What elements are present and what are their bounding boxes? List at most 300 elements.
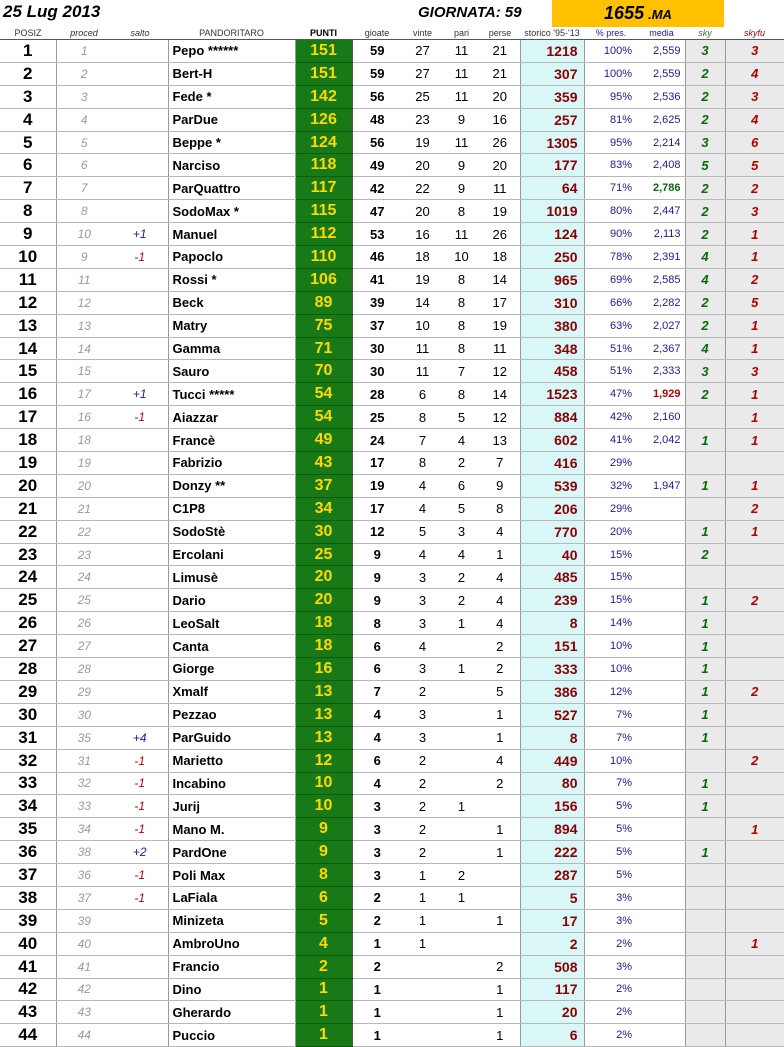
historic-cell: 117 (520, 978, 584, 1001)
col-skyfu: skyfu (725, 27, 784, 40)
player-name: Canta (168, 635, 295, 658)
change-cell (112, 360, 168, 383)
change-cell (112, 314, 168, 337)
skyfu-cell: 1 (725, 223, 784, 246)
presence-cell: 66% (584, 291, 638, 314)
sky-cell: 2 (685, 383, 725, 406)
won-cell: 19 (402, 268, 443, 291)
previous-position-cell: 34 (56, 818, 112, 841)
sky-cell (685, 452, 725, 475)
table-row (0, 406, 784, 429)
played-cell: 28 (352, 383, 402, 406)
presence-cell: 7% (584, 772, 638, 795)
previous-position-cell: 7 (56, 177, 112, 200)
draw-cell (443, 978, 480, 1001)
skyfu-cell (725, 978, 784, 1001)
historic-cell: 416 (520, 452, 584, 475)
draw-cell (443, 841, 480, 864)
won-cell: 4 (402, 543, 443, 566)
table-row (0, 314, 784, 337)
average-cell: 1,929 (638, 383, 685, 406)
lost-cell: 1 (480, 703, 520, 726)
draw-cell: 11 (443, 223, 480, 246)
presence-cell: 12% (584, 680, 638, 703)
average-cell (638, 772, 685, 795)
draw-cell: 2 (443, 452, 480, 475)
player-name: Donzy ** (168, 474, 295, 497)
sky-cell: 1 (685, 635, 725, 658)
sky-cell: 1 (685, 680, 725, 703)
draw-cell (443, 818, 480, 841)
previous-position-cell: 35 (56, 726, 112, 749)
points-cell: 118 (295, 154, 352, 177)
sky-cell: 3 (685, 131, 725, 154)
presence-cell: 10% (584, 635, 638, 658)
sky-cell (685, 749, 725, 772)
historic-cell: 5 (520, 886, 584, 909)
table-row (0, 291, 784, 314)
won-cell: 27 (402, 62, 443, 85)
average-cell (638, 886, 685, 909)
played-cell: 1 (352, 978, 402, 1001)
won-cell: 2 (402, 749, 443, 772)
lost-cell: 4 (480, 612, 520, 635)
table-row (0, 566, 784, 589)
points-cell: 151 (295, 40, 352, 63)
col-sky: sky (685, 27, 725, 40)
presence-cell: 2% (584, 1001, 638, 1024)
historic-cell: 80 (520, 772, 584, 795)
draw-cell (443, 1024, 480, 1047)
historic-cell: 8 (520, 612, 584, 635)
points-cell: 1 (295, 1024, 352, 1047)
draw-cell: 8 (443, 337, 480, 360)
draw-cell (443, 1001, 480, 1024)
skyfu-cell (725, 886, 784, 909)
draw-cell: 9 (443, 177, 480, 200)
position-cell: 37 (0, 864, 56, 887)
table-row (0, 200, 784, 223)
presence-cell: 29% (584, 452, 638, 475)
player-name: Puccio (168, 1024, 295, 1047)
sky-cell (685, 864, 725, 887)
won-cell: 3 (402, 703, 443, 726)
historic-cell: 458 (520, 360, 584, 383)
draw-cell: 7 (443, 360, 480, 383)
position-cell: 18 (0, 429, 56, 452)
played-cell: 46 (352, 246, 402, 269)
skyfu-cell: 3 (725, 85, 784, 108)
player-name: Tucci ***** (168, 383, 295, 406)
draw-cell: 11 (443, 131, 480, 154)
skyfu-cell (725, 658, 784, 681)
historic-cell: 222 (520, 841, 584, 864)
lost-cell: 1 (480, 1001, 520, 1024)
skyfu-cell: 2 (725, 680, 784, 703)
historic-cell: 894 (520, 818, 584, 841)
skyfu-cell: 3 (725, 360, 784, 383)
average-cell (638, 795, 685, 818)
draw-cell: 1 (443, 612, 480, 635)
won-cell: 8 (402, 406, 443, 429)
lost-cell (480, 932, 520, 955)
presence-cell: 15% (584, 589, 638, 612)
won-cell: 25 (402, 85, 443, 108)
skyfu-cell (725, 726, 784, 749)
draw-cell: 5 (443, 406, 480, 429)
previous-position-cell: 23 (56, 543, 112, 566)
col-perse: perse (480, 27, 520, 40)
sky-cell (685, 818, 725, 841)
skyfu-cell: 1 (725, 406, 784, 429)
player-name: LaFiala (168, 886, 295, 909)
presence-cell: 41% (584, 429, 638, 452)
sky-cell: 2 (685, 85, 725, 108)
sky-cell (685, 909, 725, 932)
historic-cell: 485 (520, 566, 584, 589)
player-name: SodoStè (168, 520, 295, 543)
presence-cell: 100% (584, 40, 638, 63)
previous-position-cell: 9 (56, 246, 112, 269)
player-name: Mano M. (168, 818, 295, 841)
lost-cell: 17 (480, 291, 520, 314)
historic-cell: 1523 (520, 383, 584, 406)
presence-cell: 2% (584, 1024, 638, 1047)
table-row (0, 452, 784, 475)
previous-position-cell: 2 (56, 62, 112, 85)
won-cell (402, 1024, 443, 1047)
won-cell: 2 (402, 841, 443, 864)
sky-cell (685, 955, 725, 978)
ma-badge (552, 0, 724, 27)
points-cell: 70 (295, 360, 352, 383)
points-cell: 12 (295, 749, 352, 772)
points-cell: 9 (295, 818, 352, 841)
draw-cell: 6 (443, 474, 480, 497)
position-cell: 40 (0, 932, 56, 955)
position-cell: 19 (0, 452, 56, 475)
previous-position-cell: 42 (56, 978, 112, 1001)
lost-cell: 1 (480, 909, 520, 932)
previous-position-cell: 43 (56, 1001, 112, 1024)
points-cell: 13 (295, 703, 352, 726)
change-cell: -1 (112, 246, 168, 269)
previous-position-cell: 12 (56, 291, 112, 314)
change-cell: -1 (112, 406, 168, 429)
historic-cell: 386 (520, 680, 584, 703)
position-cell: 16 (0, 383, 56, 406)
played-cell: 2 (352, 886, 402, 909)
played-cell: 9 (352, 589, 402, 612)
change-cell (112, 658, 168, 681)
points-cell: 25 (295, 543, 352, 566)
table-row (0, 85, 784, 108)
table-row (0, 795, 784, 818)
sky-cell: 2 (685, 108, 725, 131)
played-cell: 30 (352, 337, 402, 360)
lost-cell: 1 (480, 818, 520, 841)
played-cell: 6 (352, 658, 402, 681)
draw-cell: 11 (443, 62, 480, 85)
points-cell: 10 (295, 772, 352, 795)
header-row (0, 27, 784, 40)
average-cell: 2,391 (638, 246, 685, 269)
played-cell: 24 (352, 429, 402, 452)
played-cell: 56 (352, 131, 402, 154)
col-name: PANDORITARO (168, 27, 295, 40)
won-cell: 11 (402, 360, 443, 383)
lost-cell: 4 (480, 589, 520, 612)
position-cell: 32 (0, 749, 56, 772)
won-cell: 4 (402, 635, 443, 658)
draw-cell (443, 772, 480, 795)
position-cell: 33 (0, 772, 56, 795)
played-cell: 59 (352, 62, 402, 85)
average-cell: 2,113 (638, 223, 685, 246)
change-cell (112, 337, 168, 360)
average-cell (638, 726, 685, 749)
average-cell (638, 932, 685, 955)
won-cell: 14 (402, 291, 443, 314)
player-name: Beck (168, 291, 295, 314)
lost-cell: 1 (480, 978, 520, 1001)
col-punti: PUNTI (295, 27, 352, 40)
points-cell: 9 (295, 841, 352, 864)
table-row (0, 612, 784, 635)
skyfu-cell: 1 (725, 429, 784, 452)
points-cell: 16 (295, 658, 352, 681)
previous-position-cell: 31 (56, 749, 112, 772)
skyfu-cell: 2 (725, 589, 784, 612)
presence-cell: 80% (584, 200, 638, 223)
player-name: Narciso (168, 154, 295, 177)
won-cell: 19 (402, 131, 443, 154)
sky-cell (685, 566, 725, 589)
played-cell: 47 (352, 200, 402, 223)
table-row (0, 360, 784, 383)
presence-cell: 7% (584, 726, 638, 749)
player-name: LeoSalt (168, 612, 295, 635)
played-cell: 8 (352, 612, 402, 635)
average-cell (638, 703, 685, 726)
played-cell: 12 (352, 520, 402, 543)
won-cell: 7 (402, 429, 443, 452)
draw-cell: 11 (443, 85, 480, 108)
historic-cell: 965 (520, 268, 584, 291)
player-name: Gherardo (168, 1001, 295, 1024)
points-cell: 71 (295, 337, 352, 360)
draw-cell: 3 (443, 520, 480, 543)
skyfu-cell (725, 566, 784, 589)
played-cell: 30 (352, 360, 402, 383)
col-pari: pari (443, 27, 480, 40)
change-cell: +1 (112, 383, 168, 406)
change-cell (112, 978, 168, 1001)
table-row (0, 62, 784, 85)
played-cell: 4 (352, 772, 402, 795)
historic-cell: 124 (520, 223, 584, 246)
ma-value: 1655 (604, 3, 645, 23)
presence-cell: 5% (584, 841, 638, 864)
points-cell: 117 (295, 177, 352, 200)
ma-suffix: .MA (648, 7, 672, 22)
change-cell (112, 154, 168, 177)
skyfu-cell (725, 864, 784, 887)
won-cell: 22 (402, 177, 443, 200)
lost-cell: 11 (480, 177, 520, 200)
won-cell: 2 (402, 680, 443, 703)
lost-cell: 19 (480, 314, 520, 337)
points-cell: 54 (295, 406, 352, 429)
points-cell: 54 (295, 383, 352, 406)
historic-cell: 287 (520, 864, 584, 887)
won-cell: 16 (402, 223, 443, 246)
table-row (0, 818, 784, 841)
previous-position-cell: 15 (56, 360, 112, 383)
lost-cell (480, 886, 520, 909)
lost-cell: 4 (480, 749, 520, 772)
col-proced: proced (56, 27, 112, 40)
draw-cell: 9 (443, 108, 480, 131)
draw-cell: 2 (443, 566, 480, 589)
table-row (0, 154, 784, 177)
played-cell: 37 (352, 314, 402, 337)
lost-cell: 18 (480, 246, 520, 269)
position-cell: 26 (0, 612, 56, 635)
played-cell: 2 (352, 909, 402, 932)
skyfu-cell: 1 (725, 932, 784, 955)
presence-cell: 29% (584, 497, 638, 520)
won-cell: 2 (402, 795, 443, 818)
played-cell: 42 (352, 177, 402, 200)
table-row (0, 680, 784, 703)
position-cell: 36 (0, 841, 56, 864)
change-cell (112, 909, 168, 932)
presence-cell: 2% (584, 932, 638, 955)
points-cell: 37 (295, 474, 352, 497)
draw-cell (443, 955, 480, 978)
draw-cell: 2 (443, 864, 480, 887)
historic-cell: 6 (520, 1024, 584, 1047)
previous-position-cell: 37 (56, 886, 112, 909)
position-cell: 35 (0, 818, 56, 841)
sky-cell: 1 (685, 658, 725, 681)
won-cell: 2 (402, 772, 443, 795)
table-row (0, 886, 784, 909)
draw-cell (443, 749, 480, 772)
played-cell: 9 (352, 566, 402, 589)
change-cell (112, 200, 168, 223)
historic-cell: 177 (520, 154, 584, 177)
average-cell (638, 497, 685, 520)
previous-position-cell: 1 (56, 40, 112, 63)
change-cell: +4 (112, 726, 168, 749)
sky-cell: 1 (685, 474, 725, 497)
points-cell: 106 (295, 268, 352, 291)
won-cell: 18 (402, 246, 443, 269)
player-name: Francio (168, 955, 295, 978)
points-cell: 13 (295, 726, 352, 749)
historic-cell: 602 (520, 429, 584, 452)
table-row (0, 841, 784, 864)
historic-cell: 348 (520, 337, 584, 360)
historic-cell: 2 (520, 932, 584, 955)
lost-cell: 2 (480, 955, 520, 978)
previous-position-cell: 24 (56, 566, 112, 589)
sky-cell (685, 1001, 725, 1024)
historic-cell: 307 (520, 62, 584, 85)
points-cell: 126 (295, 108, 352, 131)
player-name: Aiazzar (168, 406, 295, 429)
lost-cell: 8 (480, 497, 520, 520)
position-cell: 4 (0, 108, 56, 131)
position-cell: 21 (0, 497, 56, 520)
won-cell: 6 (402, 383, 443, 406)
standings-table (0, 27, 784, 1047)
previous-position-cell: 44 (56, 1024, 112, 1047)
change-cell (112, 497, 168, 520)
previous-position-cell: 30 (56, 703, 112, 726)
player-name: ParDue (168, 108, 295, 131)
won-cell: 1 (402, 909, 443, 932)
won-cell: 4 (402, 474, 443, 497)
points-cell: 124 (295, 131, 352, 154)
skyfu-cell: 2 (725, 177, 784, 200)
won-cell: 11 (402, 337, 443, 360)
position-cell: 24 (0, 566, 56, 589)
historic-cell: 770 (520, 520, 584, 543)
sky-cell: 2 (685, 62, 725, 85)
col-media: media (638, 27, 685, 40)
skyfu-cell (725, 612, 784, 635)
average-cell: 2,408 (638, 154, 685, 177)
played-cell: 25 (352, 406, 402, 429)
skyfu-cell (725, 841, 784, 864)
change-cell (112, 955, 168, 978)
points-cell: 1 (295, 1001, 352, 1024)
previous-position-cell: 32 (56, 772, 112, 795)
player-name: Pezzao (168, 703, 295, 726)
presence-cell: 95% (584, 131, 638, 154)
historic-cell: 508 (520, 955, 584, 978)
sky-cell (685, 406, 725, 429)
won-cell: 1 (402, 932, 443, 955)
player-name: Matry (168, 314, 295, 337)
won-cell: 1 (402, 886, 443, 909)
change-cell (112, 131, 168, 154)
draw-cell: 1 (443, 795, 480, 818)
col-posiz: POSIZ (0, 27, 56, 40)
played-cell: 41 (352, 268, 402, 291)
played-cell: 7 (352, 680, 402, 703)
table-row (0, 1001, 784, 1024)
lost-cell: 16 (480, 108, 520, 131)
average-cell (638, 818, 685, 841)
col-salto: salto (112, 27, 168, 40)
table-row (0, 177, 784, 200)
points-cell: 110 (295, 246, 352, 269)
won-cell: 3 (402, 658, 443, 681)
won-cell: 3 (402, 589, 443, 612)
player-name: Bert-H (168, 62, 295, 85)
position-cell: 31 (0, 726, 56, 749)
presence-cell: 7% (584, 703, 638, 726)
player-name: SodoMax * (168, 200, 295, 223)
sky-cell: 2 (685, 314, 725, 337)
historic-cell: 17 (520, 909, 584, 932)
sky-cell: 4 (685, 337, 725, 360)
historic-cell: 359 (520, 85, 584, 108)
